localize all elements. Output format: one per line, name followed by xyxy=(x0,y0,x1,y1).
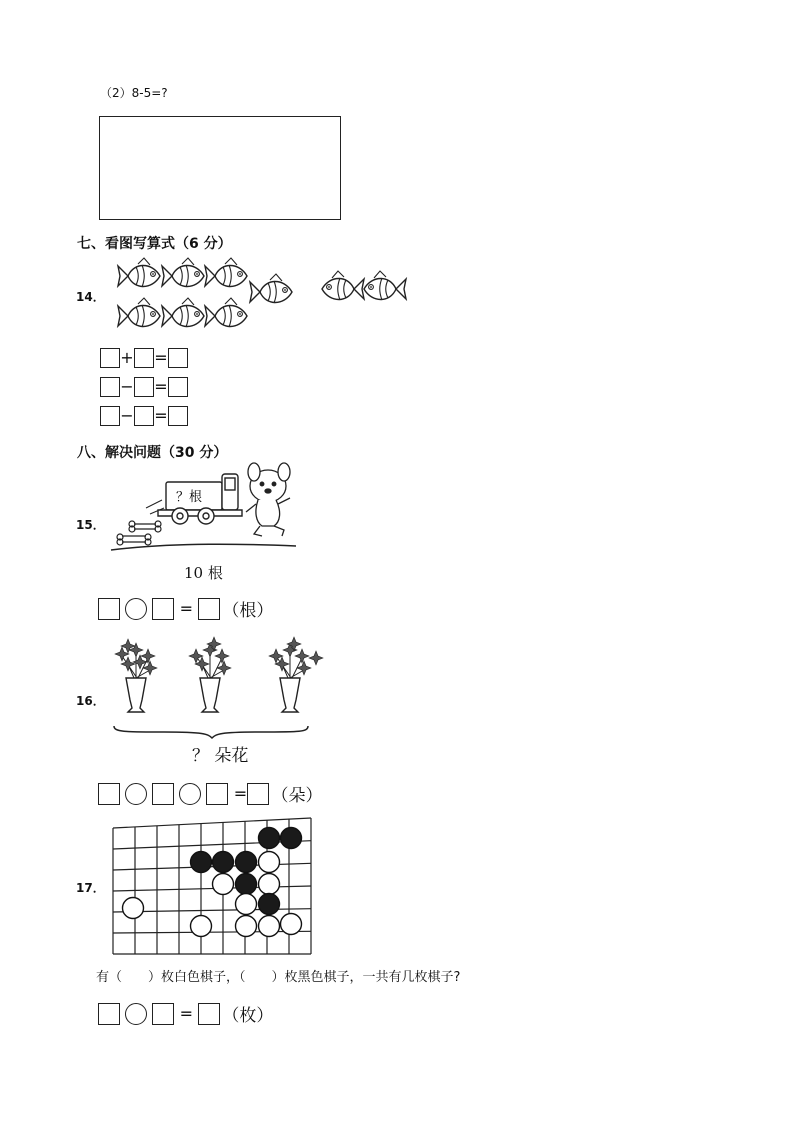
plus-sign: + xyxy=(120,347,134,367)
unit-label: （根） xyxy=(222,601,274,621)
answer-box[interactable] xyxy=(134,377,154,397)
equation-row-q16 xyxy=(98,781,323,806)
black-stone xyxy=(236,874,257,895)
white-stone xyxy=(259,916,280,937)
equals-sign: = xyxy=(179,1003,193,1023)
white-stone xyxy=(191,916,212,937)
equation-row-q17 xyxy=(98,1001,274,1026)
answer-box[interactable] xyxy=(152,598,174,620)
equals-sign: = xyxy=(154,405,168,425)
black-stone xyxy=(259,828,280,849)
fish-group-left xyxy=(118,258,292,327)
flower-vases-illustration xyxy=(104,634,326,740)
answer-box[interactable] xyxy=(98,1003,120,1025)
equation-row-1 xyxy=(100,347,188,369)
answer-box[interactable] xyxy=(98,598,120,620)
question-14-number: 14． xyxy=(76,290,105,304)
vase-icon xyxy=(189,637,231,712)
white-stone xyxy=(236,894,257,915)
minus-sign: − xyxy=(120,405,134,425)
operator-circle[interactable] xyxy=(125,598,147,620)
equals-sign: = xyxy=(233,783,248,803)
truck-dog-illustration xyxy=(106,458,304,564)
question-17-text: 有（ ）枚白色棋子，（ ）枚黑色棋子，一共有几枚棋子? xyxy=(96,970,461,985)
go-board-illustration xyxy=(110,816,316,958)
equation-row-2 xyxy=(100,376,188,398)
operator-circle[interactable] xyxy=(125,1003,147,1025)
sub-question-2: （2）8-5=? xyxy=(100,86,168,100)
answer-box[interactable] xyxy=(198,598,220,620)
bone-icon xyxy=(117,534,151,545)
answer-box[interactable] xyxy=(198,1003,220,1025)
equals-sign: = xyxy=(154,376,168,396)
white-stone xyxy=(123,898,144,919)
black-stone xyxy=(213,852,234,873)
answer-box[interactable] xyxy=(134,348,154,368)
fish-illustration xyxy=(112,256,412,338)
minus-sign: − xyxy=(120,376,134,396)
answer-box[interactable] xyxy=(100,348,120,368)
vase-icon xyxy=(115,639,157,712)
section-8-title: 八、解决问题（30 分） xyxy=(77,445,228,461)
operator-circle[interactable] xyxy=(179,783,201,805)
black-stone xyxy=(236,852,257,873)
flower-total-caption: ？ 朵花 xyxy=(192,746,249,766)
question-16-number: 16． xyxy=(76,694,105,708)
unit-label: （朵） xyxy=(271,786,323,806)
white-stone xyxy=(259,852,280,873)
answer-box[interactable] xyxy=(168,377,188,397)
equals-sign: = xyxy=(179,598,193,618)
answer-box[interactable] xyxy=(100,377,120,397)
unit-label: （枚） xyxy=(222,1006,274,1026)
answer-box[interactable] xyxy=(168,348,188,368)
white-stone xyxy=(236,916,257,937)
bone-icon xyxy=(129,521,161,532)
answer-box[interactable] xyxy=(99,116,341,220)
answer-box[interactable] xyxy=(152,1003,174,1025)
answer-box[interactable] xyxy=(100,406,120,426)
black-stone xyxy=(259,894,280,915)
black-stone xyxy=(191,852,212,873)
dog-icon xyxy=(246,463,290,536)
equation-row-3 xyxy=(100,405,188,427)
bone-total-caption: 10 根 xyxy=(184,564,223,582)
white-stone xyxy=(259,874,280,895)
answer-box[interactable] xyxy=(152,783,174,805)
black-stone xyxy=(281,828,302,849)
operator-circle[interactable] xyxy=(125,783,147,805)
question-15-number: 15． xyxy=(76,518,105,532)
board-stones xyxy=(123,828,302,937)
white-stone xyxy=(281,914,302,935)
answer-box[interactable] xyxy=(247,783,269,805)
vase-icon xyxy=(269,637,323,712)
answer-box[interactable] xyxy=(98,783,120,805)
equals-sign: = xyxy=(154,347,168,367)
truck-label: ？根 xyxy=(176,490,203,505)
equation-row-q15 xyxy=(98,596,274,621)
fish-group-right xyxy=(322,271,406,300)
brace xyxy=(114,726,308,738)
answer-box[interactable] xyxy=(206,783,228,805)
white-stone xyxy=(213,874,234,895)
section-7-title: 七、看图写算式（6 分） xyxy=(77,236,232,252)
answer-box[interactable] xyxy=(168,406,188,426)
answer-box[interactable] xyxy=(134,406,154,426)
question-17-number: 17． xyxy=(76,881,105,895)
